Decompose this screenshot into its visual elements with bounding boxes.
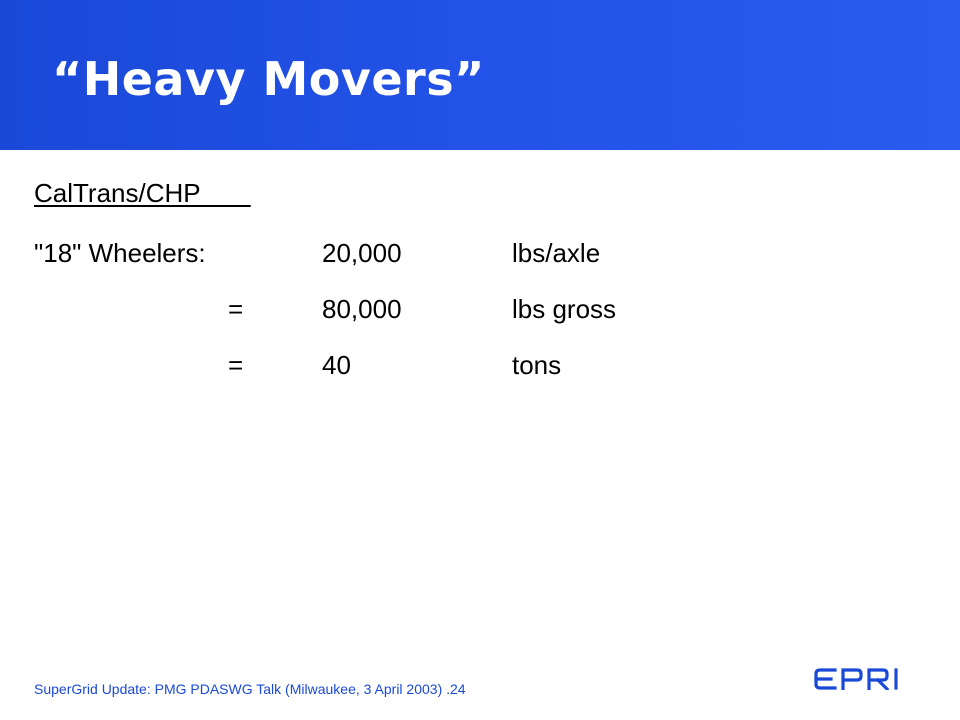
row-unit: lbs/axle [512,238,601,268]
row-value: 20,000 [322,238,402,268]
row-equals: = [228,294,244,324]
epri-logo [814,668,914,690]
row-unit: lbs gross [512,294,617,324]
row-value: 80,000 [322,294,402,324]
row-equals: = [228,350,244,380]
row-unit: tons [512,350,562,380]
slide-title: “Heavy Movers” [52,52,485,106]
row-label: "18" Wheelers: [34,238,206,268]
row-value: 40 [322,350,351,380]
slide-footer: SuperGrid Update: PMG PDASWG Talk (Milwaukee, 3 April 2003) .24 [34,681,466,697]
section-heading: CalTrans/CHP [34,178,251,208]
